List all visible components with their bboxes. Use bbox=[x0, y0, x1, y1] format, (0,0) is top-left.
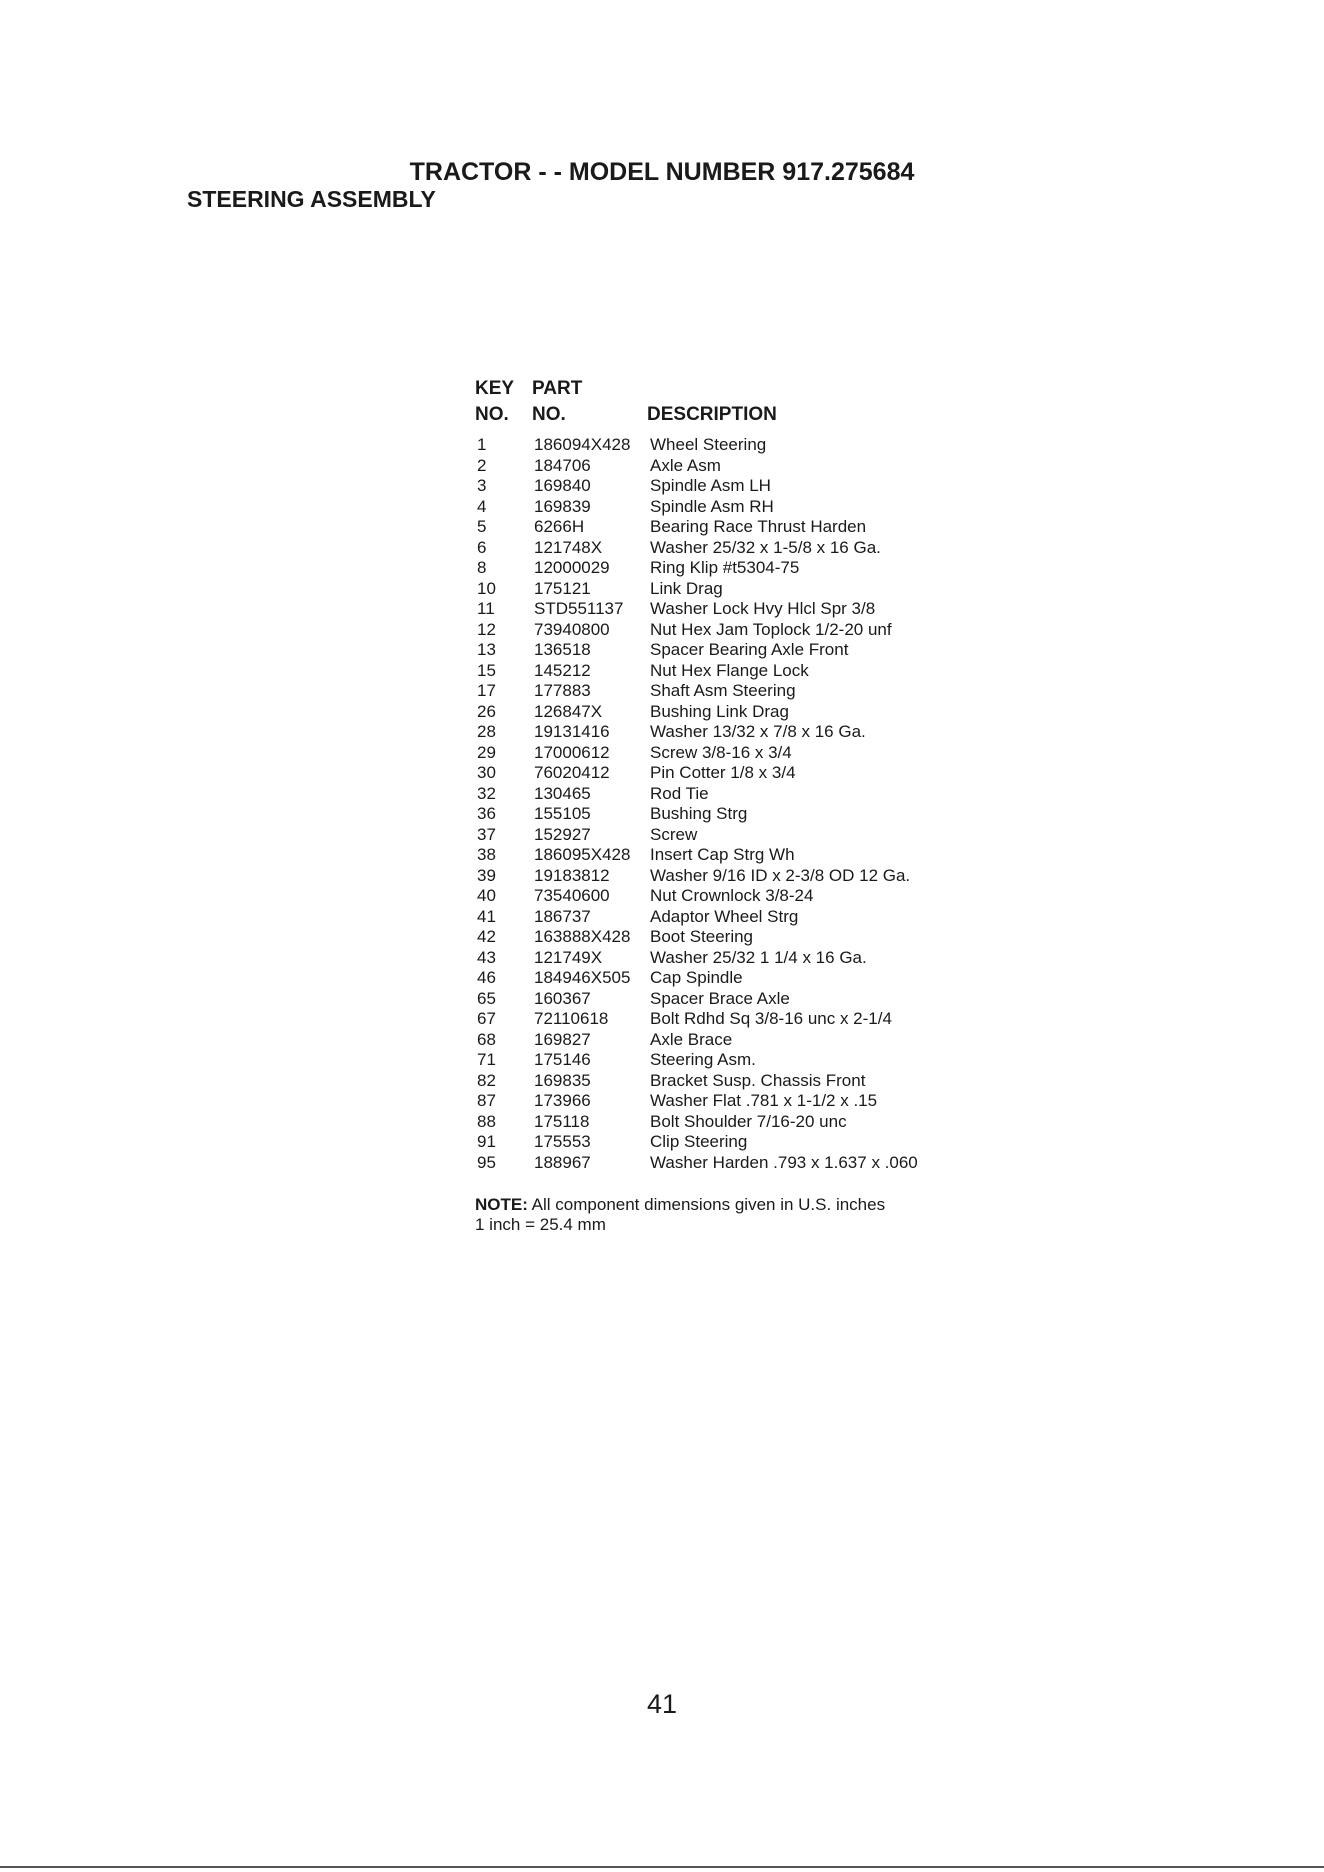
part-number: STD551137 bbox=[534, 599, 624, 618]
part-number: 72110618 bbox=[534, 1009, 609, 1028]
part-number: 17000612 bbox=[534, 742, 610, 762]
part-number: 184706 bbox=[534, 455, 591, 475]
key-number: 30 bbox=[477, 763, 496, 782]
part-number: 145212 bbox=[534, 660, 591, 680]
part-description: Nut Hex Jam Toplock 1/2-20 unf bbox=[650, 619, 892, 639]
section-title: STEERING ASSEMBLY bbox=[187, 186, 436, 212]
part-number: 163888X428 bbox=[534, 927, 631, 946]
part-number: 169835 bbox=[534, 1070, 591, 1090]
part-number: 173966 bbox=[534, 1091, 591, 1110]
part-number: 136518 bbox=[534, 640, 591, 659]
part-number: 184946X505 bbox=[534, 968, 631, 987]
key-number: 40 bbox=[477, 886, 496, 905]
key-number: 36 bbox=[477, 804, 496, 823]
part-number: 152927 bbox=[534, 824, 591, 844]
key-number: 1 bbox=[477, 435, 487, 454]
key-number: 42 bbox=[477, 927, 496, 946]
header-part-label: PART bbox=[532, 378, 583, 399]
part-description: Insert Cap Strg Wh bbox=[650, 845, 795, 864]
bottom-rule bbox=[0, 1866, 1324, 1868]
key-number: 13 bbox=[477, 640, 496, 659]
part-number: 169839 bbox=[534, 496, 591, 516]
part-number: 12000029 bbox=[534, 558, 610, 577]
part-number: 73540600 bbox=[534, 886, 610, 905]
part-description: Cap Spindle bbox=[650, 968, 743, 987]
header-key-label: KEY bbox=[475, 378, 515, 399]
key-number: 67 bbox=[477, 1009, 496, 1028]
key-number: 91 bbox=[477, 1132, 496, 1151]
key-number: 65 bbox=[477, 988, 496, 1008]
key-number: 8 bbox=[477, 558, 487, 577]
part-description: Screw bbox=[650, 824, 698, 844]
key-number: 41 bbox=[477, 906, 496, 926]
key-number: 17 bbox=[477, 681, 496, 700]
part-number: 130465 bbox=[534, 783, 591, 803]
part-description: Steering Asm. bbox=[650, 1050, 756, 1069]
part-description: Rod Tie bbox=[650, 783, 709, 803]
key-number: 3 bbox=[477, 476, 487, 495]
part-number: 126847X bbox=[534, 701, 603, 721]
part-number: 160367 bbox=[534, 988, 591, 1008]
key-number: 37 bbox=[477, 824, 496, 844]
part-number: 186094X428 bbox=[534, 435, 631, 454]
header-key-no-label: NO. bbox=[475, 404, 509, 425]
part-number: 186737 bbox=[534, 906, 591, 926]
part-description: Washer 25/32 1 1/4 x 16 Ga. bbox=[650, 947, 867, 967]
part-description: Spacer Bearing Axle Front bbox=[650, 640, 849, 659]
page-title: TRACTOR - - MODEL NUMBER 917.275684 bbox=[409, 158, 915, 186]
part-description: Boot Steering bbox=[650, 927, 754, 946]
key-number: 12 bbox=[477, 619, 496, 639]
part-number: 121748X bbox=[534, 537, 603, 557]
part-description: Spindle Asm LH bbox=[650, 476, 771, 495]
part-description: Bracket Susp. Chassis Front bbox=[650, 1070, 866, 1090]
part-number: 175146 bbox=[534, 1050, 591, 1069]
key-number: 95 bbox=[477, 1152, 496, 1172]
part-description: Washer 9/16 ID x 2-3/8 OD 12 Ga. bbox=[650, 865, 911, 885]
part-number: 169827 bbox=[534, 1029, 591, 1049]
part-description: Bolt Shoulder 7/16-20 unc bbox=[650, 1111, 847, 1131]
part-description: Axle Brace bbox=[650, 1029, 733, 1049]
part-description: Bushing Link Drag bbox=[650, 701, 789, 721]
part-number: 155105 bbox=[534, 804, 591, 823]
key-number: 10 bbox=[477, 578, 496, 598]
part-description: Washer 25/32 x 1-5/8 x 16 Ga. bbox=[650, 537, 881, 557]
key-number: 88 bbox=[477, 1111, 496, 1131]
key-number: 4 bbox=[477, 496, 487, 516]
key-number: 39 bbox=[477, 865, 496, 885]
part-number: 188967 bbox=[534, 1152, 591, 1172]
part-description: Bushing Strg bbox=[650, 804, 748, 823]
key-number: 28 bbox=[477, 722, 496, 741]
part-description: Nut Crownlock 3/8-24 bbox=[650, 886, 814, 905]
part-description: Bearing Race Thrust Harden bbox=[650, 517, 867, 536]
part-description: Shaft Asm Steering bbox=[650, 681, 796, 700]
part-number: 73940800 bbox=[534, 619, 610, 639]
part-description: Wheel Steering bbox=[650, 435, 767, 454]
header-part-no-label: NO. bbox=[532, 404, 566, 425]
part-description: Axle Asm bbox=[650, 455, 721, 475]
part-number: 169840 bbox=[534, 476, 591, 495]
part-number: 76020412 bbox=[534, 763, 610, 782]
part-number: 177883 bbox=[534, 681, 591, 700]
part-description: Ring Klip #t5304-75 bbox=[650, 558, 800, 577]
key-number: 82 bbox=[477, 1070, 496, 1090]
part-description: Spindle Asm RH bbox=[650, 496, 774, 516]
key-number: 29 bbox=[477, 742, 496, 762]
header-description-label: DESCRIPTION bbox=[647, 404, 777, 425]
part-description: Washer Flat .781 x 1-1/2 x .15 bbox=[650, 1091, 878, 1110]
key-number: 87 bbox=[477, 1091, 496, 1110]
key-number: 11 bbox=[477, 599, 495, 618]
part-description: Bolt Rdhd Sq 3/8-16 unc x 2-1/4 bbox=[650, 1009, 892, 1028]
note-label: NOTE: bbox=[475, 1195, 528, 1214]
part-description: Link Drag bbox=[650, 578, 723, 598]
part-number: 175118 bbox=[534, 1111, 590, 1131]
part-description: Pin Cotter 1/8 x 3/4 bbox=[650, 763, 796, 782]
page-number: 41 bbox=[646, 1689, 678, 1719]
part-description: Screw 3/8-16 x 3/4 bbox=[650, 742, 792, 762]
note-text: All component dimensions given in U.S. inches bbox=[527, 1195, 886, 1214]
key-number: 6 bbox=[477, 537, 487, 557]
key-number: 68 bbox=[477, 1029, 496, 1049]
note-line bbox=[475, 1195, 885, 1215]
part-description: Nut Hex Flange Lock bbox=[650, 660, 809, 680]
part-number: 186095X428 bbox=[534, 845, 631, 864]
part-number: 121749X bbox=[534, 947, 603, 967]
note-conversion: 1 inch = 25.4 mm bbox=[475, 1215, 606, 1234]
part-description: Washer 13/32 x 7/8 x 16 Ga. bbox=[650, 722, 866, 741]
note bbox=[475, 1195, 885, 1235]
part-number: 19131416 bbox=[534, 722, 610, 741]
key-number: 26 bbox=[477, 701, 496, 721]
key-number: 38 bbox=[477, 845, 496, 864]
part-number: 6266H bbox=[534, 517, 585, 536]
part-description: Spacer Brace Axle bbox=[650, 988, 790, 1008]
part-number: 175121 bbox=[534, 578, 591, 598]
key-number: 43 bbox=[477, 947, 496, 967]
key-number: 46 bbox=[477, 968, 496, 987]
part-description: Clip Steering bbox=[650, 1132, 748, 1151]
part-description: Washer Lock Hvy Hlcl Spr 3/8 bbox=[650, 599, 876, 618]
key-number: 32 bbox=[477, 783, 496, 803]
part-description: Adaptor Wheel Strg bbox=[650, 906, 799, 926]
key-number: 71 bbox=[477, 1050, 496, 1069]
part-number: 19183812 bbox=[534, 865, 610, 885]
key-number: 5 bbox=[477, 517, 487, 536]
part-number: 175553 bbox=[534, 1132, 591, 1151]
part-description: Washer Harden .793 x 1.637 x .060 bbox=[650, 1152, 918, 1172]
key-number: 15 bbox=[477, 660, 496, 680]
key-number: 2 bbox=[477, 455, 487, 475]
